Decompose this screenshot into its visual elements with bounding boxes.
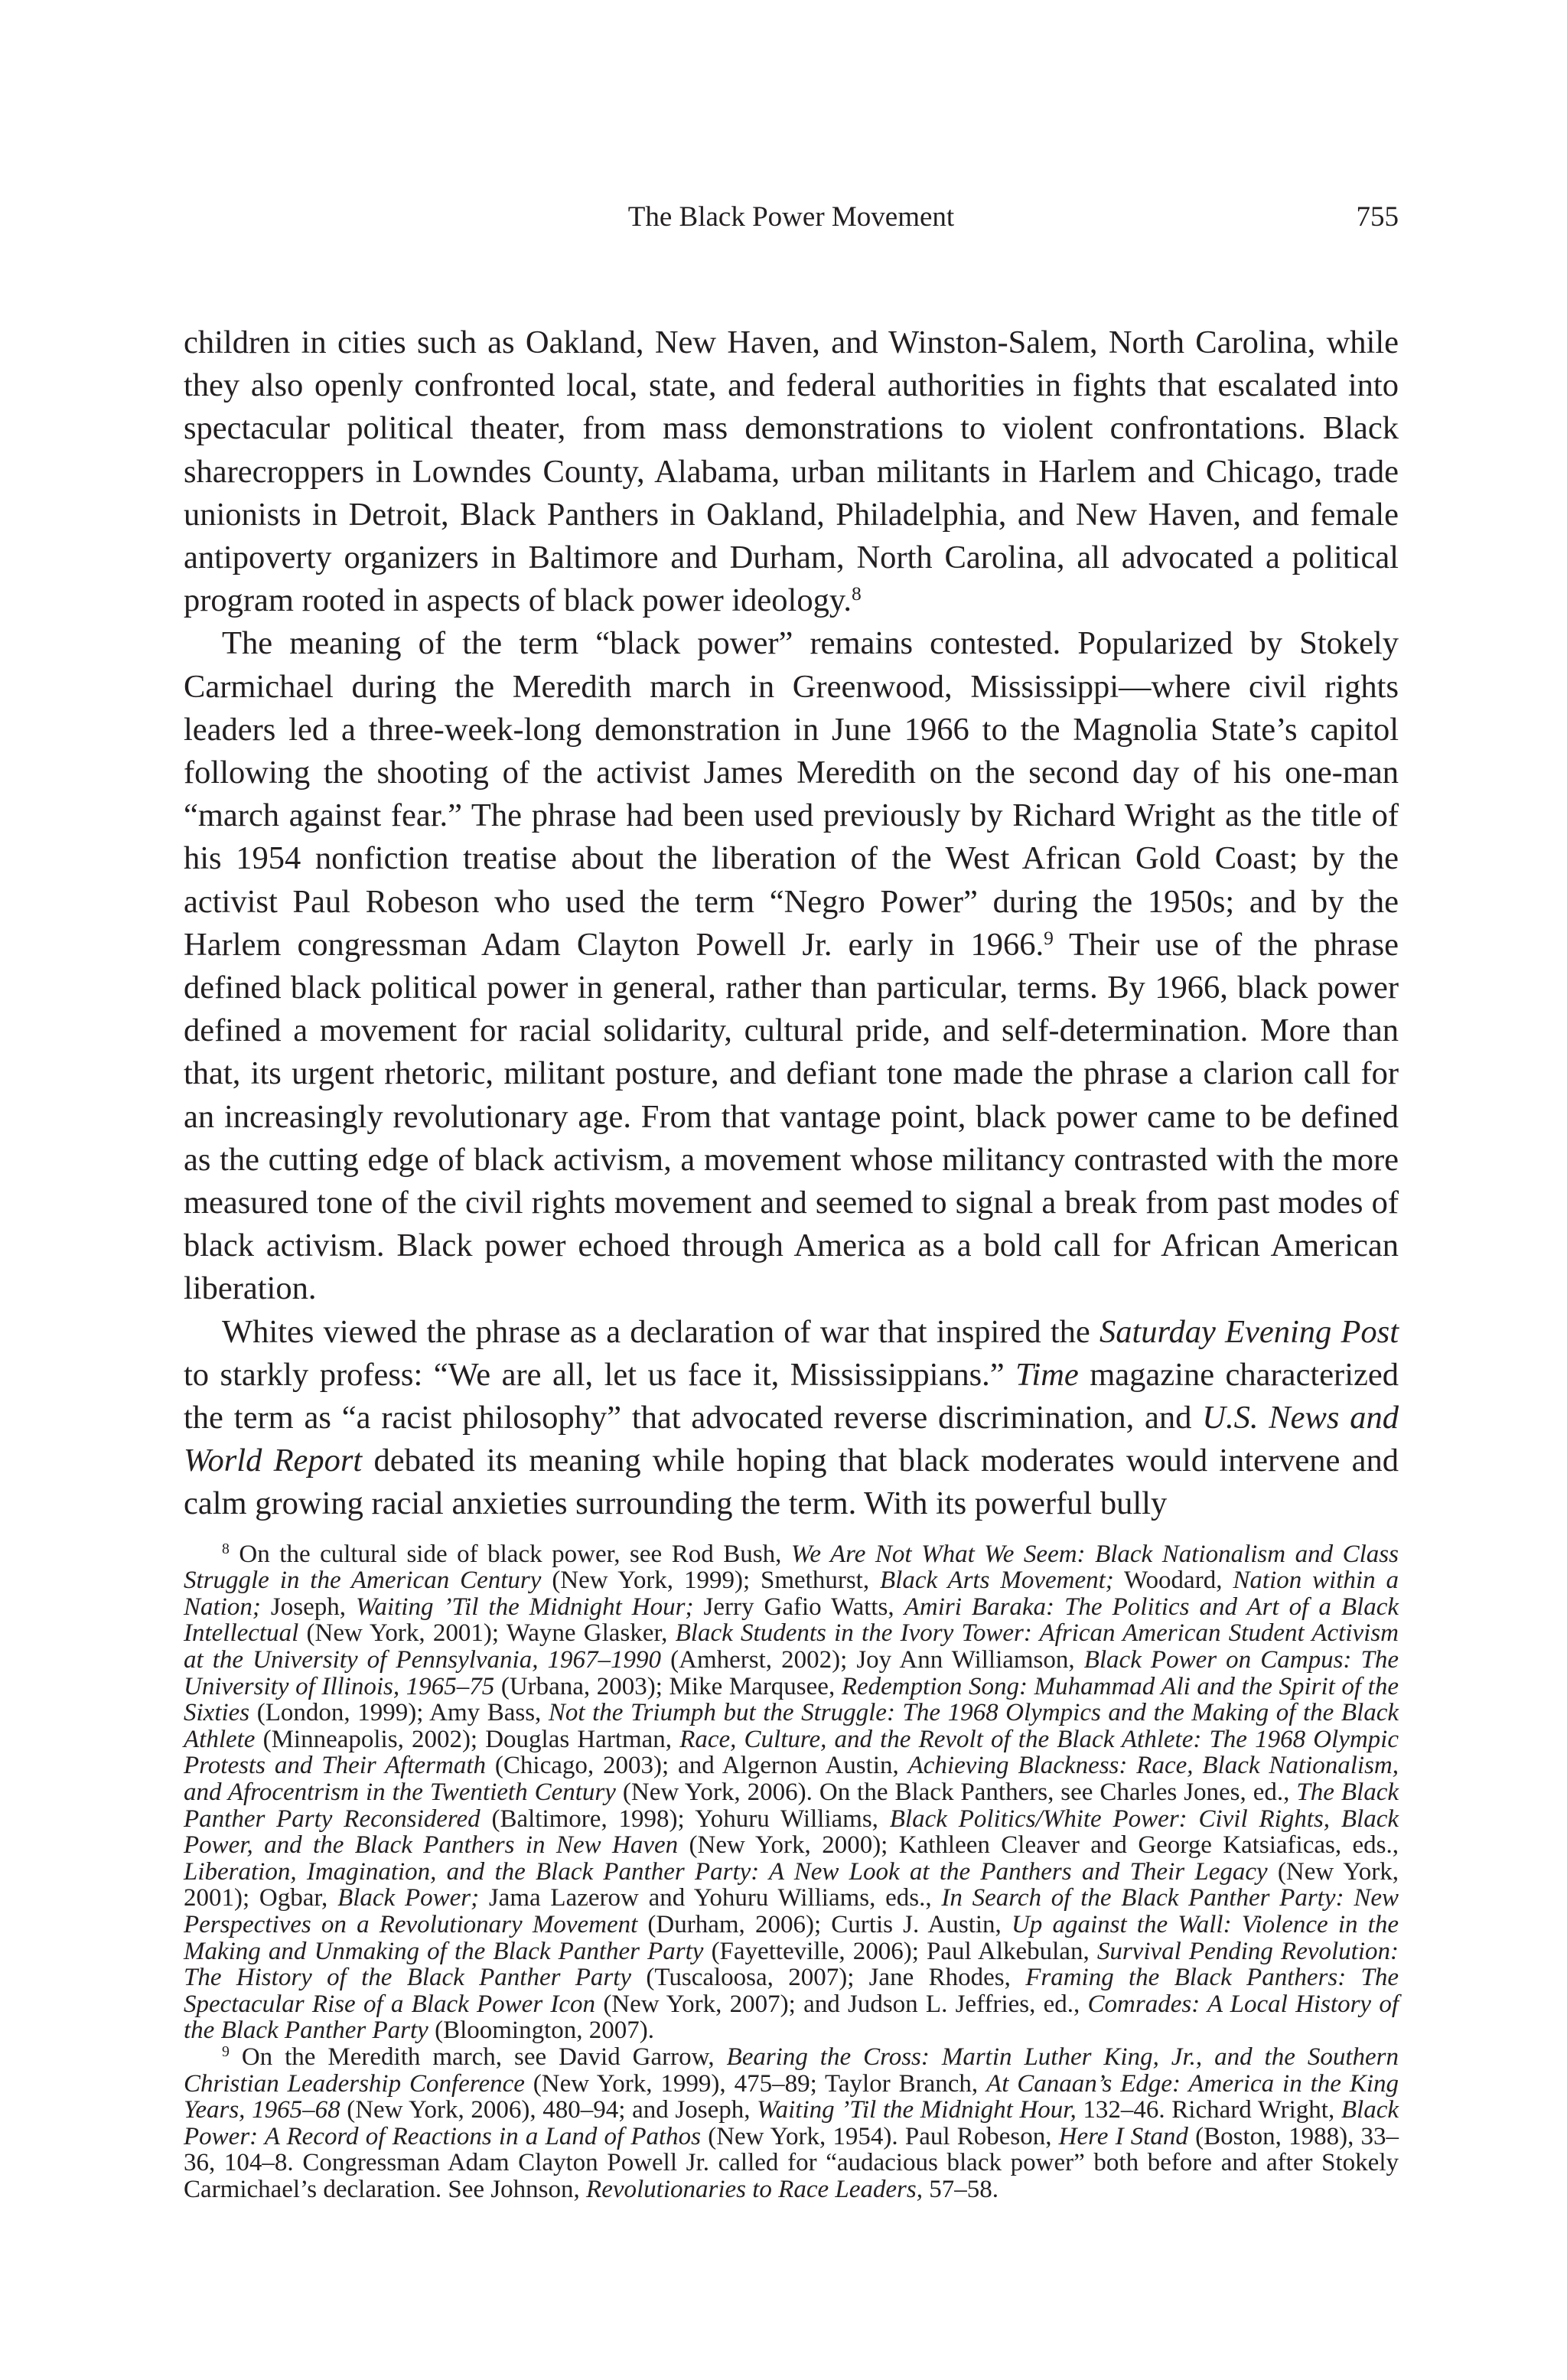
footnote-text: Jerry Gafio Watts,	[693, 1593, 904, 1621]
footnote-text: (New York, 2006). On the Black Panthers, see Charles Jones, ed.,	[615, 1778, 1297, 1807]
cited-title: Race, Culture, and the Revolt of the Black Athlete: The 1968 Olympic Protests and Their Aftermath	[184, 1725, 1399, 1780]
cited-title: Amiri Baraka: The Politics and Art of a Black Intellectual	[184, 1593, 1399, 1648]
footnote-text: (New York, 2001); Wayne Glasker,	[298, 1619, 676, 1648]
paragraph-1	[184, 321, 1399, 622]
cited-title: Liberation, Imagination, and the Black Panther Party: A New Look at the Panthers and Their Legacy	[184, 1857, 1268, 1886]
footnote-text: (New York, 2007); and Judson L. Jeffries, ed.,	[595, 1990, 1088, 2018]
cited-title: Black Power;	[337, 1884, 480, 1912]
footnote-text: (Boston, 1988), 33–36, 104–8. Congressman Adam Clayton Powell Jr. called for “audacious black power” both before and after Stokely Carmichael’s declaration. See Johnson,	[184, 2122, 1399, 2203]
page-number: 755	[1356, 201, 1399, 233]
cited-title: Not the Triumph but the Struggle: The 1968 Olympics and the Making of the Black Athlete	[184, 1699, 1399, 1753]
footnotes	[184, 1541, 1399, 2203]
footnote-text: 132–46. Richard Wright,	[1076, 2096, 1341, 2124]
footnote-marker: 9	[222, 2043, 230, 2061]
paragraph-3-text: to starkly profess: “We are all, let us face it, Mississippians.”	[184, 1356, 1016, 1393]
footnote-text: (Fayetteville, 2006); Paul Alkebulan,	[703, 1937, 1097, 1965]
footnote-text: Joseph,	[260, 1593, 356, 1621]
footnote-text: (Amherst, 2002); Joy Ann Williamson,	[661, 1646, 1084, 1674]
paragraph-2	[184, 622, 1399, 1310]
footnote-text: (Urbana, 2003); Mike Marqusee,	[494, 1672, 842, 1700]
footnote-text: (Durham, 2006); Curtis J. Austin,	[637, 1911, 1012, 1938]
cited-title: Nation within a Nation;	[184, 1567, 1399, 1621]
main-text	[184, 321, 1399, 1526]
footnote-text: Jama Lazerow and Yohuru Williams, eds.,	[479, 1884, 942, 1912]
footnote-text: (Bloomington, 2007).	[428, 2016, 654, 2045]
footnote-9	[184, 2044, 1399, 2203]
cited-title: In Search of the Black Panther Party: New Perspectives on a Revolutionary Movement	[184, 1884, 1399, 1938]
footnote-text: (New York, 1999), 475–89; Taylor Branch,	[524, 2069, 987, 2098]
footnote-text: 57–58.	[922, 2175, 999, 2203]
cited-title: Waiting ’Til the Midnight Hour,	[757, 2096, 1077, 2124]
paragraph-3-text: debated its meaning while hoping that black moderates would intervene and calm growing racial anxieties surrounding the term. With its powerful bully	[184, 1443, 1399, 1522]
footnote-text: (Minneapolis, 2002); Douglas Hartman,	[255, 1725, 680, 1753]
footnote-text: (New York, 2001); Ogbar,	[184, 1857, 1399, 1912]
paragraph-1-text: children in cities such as Oakland, New Haven, and Winston-Salem, North Carolina, while they also openly confronted local, state, and federal authorities in fights that escalated into spectacular political theater, from mass demonstrations to violent confrontations. Black sharecroppers in Lowndes County, Alabama, urban militants in Harlem and Chicago, trade unionists in Detroit, Black Panthers in Oakland, Philadelphia, and New Haven, and female antipoverty organizers in Baltimore and Durham, North Carolina, all advocated a political program rooted in aspects of black power ideology.	[184, 324, 1399, 619]
cited-title: Revolutionaries to Race Leaders,	[586, 2175, 923, 2203]
cited-title: Here I Stand	[1058, 2122, 1188, 2150]
cited-title: At Canaan’s Edge: America in the King Years, 1965–68	[184, 2069, 1399, 2124]
footnote-text: Woodard,	[1113, 1567, 1233, 1595]
footnote-text: (Baltimore, 1998); Yohuru Williams,	[480, 1805, 890, 1833]
publication-title: Time	[1015, 1356, 1079, 1393]
footnote-ref-8: 8	[851, 582, 862, 605]
cited-title: Redemption Song: Muhammad Ali and the Spirit of the Sixties	[184, 1672, 1399, 1727]
cited-title: Waiting ’Til the Midnight Hour;	[356, 1593, 694, 1621]
footnote-text: (New York, 2000); Kathleen Cleaver and George Katsiaficas, eds.,	[678, 1831, 1399, 1860]
cited-title: Up against the Wall: Violence in the Making and Unmaking of the Black Panther Party	[184, 1911, 1399, 1965]
paragraph-2-text-b: Their use of the phrase defined black political power in general, rather than particular, terms. By 1966, black power defined a movement for racial solidarity, cultural pride, and self-determination. More than that, its urgent rhetoric, militant posture, and defiant tone made the phrase a clarion call for an increasingly revolutionary age. From that vantage point, black power came to be defined as the cutting edge of black activism, a movement whose militancy contrasted with the more measured tone of the civil rights movement and seemed to signal a break from past modes of black activism. Black power echoed through America as a bold call for African American liberation.	[184, 926, 1399, 1307]
footnote-marker: 8	[222, 1540, 230, 1557]
cited-title: Black Power on Campus: The University of Illinois, 1965–75	[184, 1646, 1399, 1700]
publication-title: U.S. News and World Report	[184, 1400, 1399, 1479]
paragraph-2-text-a: The meaning of the term “black power” remains contested. Popularized by Stokely Carmichael during the Meredith march in Greenwood, Mississippi—where civil rights leaders led a three-week-long demonstration in June 1966 to the Magnolia State’s capitol following the shooting of the activist James Meredith on the second day of his one-man “march against fear.” The phrase had been used previously by Richard Wright as the title of his 1954 nonfiction treatise about the liberation of the West African Gold Coast; by the activist Paul Robeson who used the term “Negro Power” during the 1950s; and by the Harlem congressman Adam Clayton Powell Jr. early in 1966.	[184, 625, 1399, 963]
cited-title: Black Students in the Ivory Tower: African American Student Activism at the University of Pennsylvania, 1967–1990	[184, 1619, 1399, 1674]
footnote-text: (London, 1999); Amy Bass,	[249, 1699, 549, 1727]
cited-title: Comrades: A Local History of the Black Panther Party	[184, 1990, 1399, 2045]
footnote-text: On the cultural side of black power, see Rod Bush,	[229, 1540, 791, 1568]
cited-title: Achieving Blackness: Race, Black Nationalism, and Afrocentrism in the Twentieth Century	[184, 1752, 1399, 1807]
cited-title: Black Power: A Record of Reactions in a Land of Pathos	[184, 2096, 1399, 2150]
cited-title: Survival Pending Revolution: The History of the Black Panther Party	[184, 1937, 1399, 1992]
running-header	[184, 196, 1399, 239]
footnote-text: (New York, 2006), 480–94; and Joseph,	[340, 2096, 757, 2124]
cited-title: Bearing the Cross: Martin Luther King, Jr., and the Southern Christian Leadership Conference	[184, 2043, 1399, 2098]
footnote-ref-9: 9	[1044, 926, 1054, 949]
footnote-text: (Tuscaloosa, 2007); Jane Rhodes,	[631, 1964, 1026, 1992]
publication-title: Saturday Evening Post	[1099, 1313, 1399, 1350]
footnote-8	[184, 1541, 1399, 2044]
cited-title: Black Politics/White Power: Civil Rights, Black Power, and the Black Panthers in New Haven	[184, 1805, 1399, 1860]
cited-title: Framing the Black Panthers: The Spectacular Rise of a Black Power Icon	[184, 1964, 1399, 2018]
running-title: The Black Power Movement	[627, 201, 955, 233]
footnote-text: (New York, 1954). Paul Robeson,	[701, 2122, 1059, 2150]
footnote-text: (Chicago, 2003); and Algernon Austin,	[486, 1752, 908, 1780]
cited-title: We Are Not What We Seem: Black Nationalism and Class Struggle in the American Century	[184, 1540, 1399, 1595]
cited-title: Black Arts Movement;	[880, 1567, 1114, 1595]
cited-title: The Black Panther Party Reconsidered	[184, 1778, 1399, 1833]
paragraph-3	[184, 1311, 1399, 1526]
book-page	[184, 196, 1399, 2203]
footnote-text: On the Meredith march, see David Garrow,	[229, 2043, 727, 2071]
footnote-text: (New York, 1999); Smethurst,	[541, 1567, 880, 1595]
paragraph-3-text: Whites viewed the phrase as a declaration of war that inspired the	[222, 1313, 1100, 1350]
paragraph-3-text: magazine characterized the term as “a racist philosophy” that advocated reverse discrimination, and	[184, 1356, 1399, 1436]
